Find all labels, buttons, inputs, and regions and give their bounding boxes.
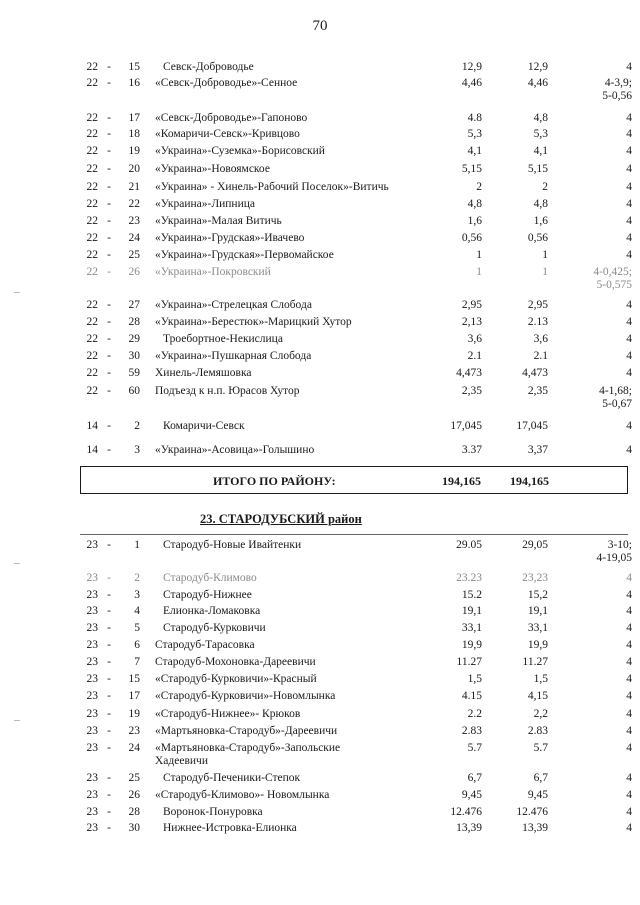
road-category: 4 bbox=[626, 145, 632, 157]
road-length: 23.23 bbox=[456, 572, 482, 584]
road-category: 4 bbox=[626, 163, 632, 175]
road-number: 3 bbox=[134, 444, 140, 456]
road-category: 4 bbox=[626, 639, 632, 651]
road-name: Стародуб-Новые Ивайтенки bbox=[163, 539, 302, 551]
region-code: 23 bbox=[86, 539, 98, 551]
road-name: «Украина»-Асовица»-Голышино bbox=[155, 444, 315, 456]
road-name: «Украина»-Суземка»-Борисовский bbox=[155, 145, 325, 157]
road-length-2: 6,7 bbox=[533, 772, 548, 784]
road-number: 23 bbox=[128, 215, 140, 227]
road-category: 4 bbox=[626, 333, 632, 345]
separator-dash: - bbox=[107, 163, 111, 175]
road-length-2: 13,39 bbox=[522, 822, 548, 834]
road-length-2: 5.7 bbox=[533, 742, 548, 754]
road-length: 15.2 bbox=[461, 589, 482, 601]
road-length-2: 5,3 bbox=[533, 128, 548, 140]
region-code: 22 bbox=[86, 145, 98, 157]
road-category: 4-1,68; 5-0,67 bbox=[599, 385, 632, 410]
separator-dash: - bbox=[107, 232, 111, 244]
road-length: 29.05 bbox=[456, 539, 482, 551]
road-number: 6 bbox=[134, 639, 140, 651]
road-category: 4 bbox=[626, 725, 632, 737]
margin-mark bbox=[14, 720, 20, 721]
separator-dash: - bbox=[107, 742, 111, 754]
road-length-2: 3,37 bbox=[527, 444, 548, 456]
road-name: Стародуб-Климово bbox=[163, 572, 257, 584]
separator-dash: - bbox=[107, 112, 111, 124]
road-number: 25 bbox=[128, 249, 140, 261]
region-code: 22 bbox=[86, 266, 98, 278]
total-length-value-2: 194,165 bbox=[510, 474, 549, 488]
region-code: 22 bbox=[86, 181, 98, 193]
road-length: 2 bbox=[476, 181, 482, 193]
separator-dash: - bbox=[107, 77, 111, 89]
road-length-2: 1,6 bbox=[533, 215, 548, 227]
road-length: 4,1 bbox=[467, 145, 482, 157]
road-length-2: 23,23 bbox=[522, 572, 548, 584]
road-name: «Мартьяновка-Стародуб»-Дареевичи bbox=[155, 725, 338, 737]
road-category: 4 bbox=[626, 316, 632, 328]
road-category: 4 bbox=[626, 215, 632, 227]
region-code: 23 bbox=[86, 725, 98, 737]
road-category: 4 bbox=[626, 605, 632, 617]
road-number: 30 bbox=[128, 350, 140, 362]
road-length: 2,35 bbox=[461, 385, 482, 397]
road-name: Севск-Доброводье bbox=[163, 61, 254, 73]
road-number: 59 bbox=[128, 367, 140, 379]
road-name: Подъезд к н.п. Юрасов Хутор bbox=[155, 385, 300, 397]
separator-dash: - bbox=[107, 605, 111, 617]
road-length-2: 2 bbox=[542, 181, 548, 193]
road-length-2: 2,35 bbox=[527, 385, 548, 397]
region-code: 22 bbox=[86, 77, 98, 89]
road-length-2: 9,45 bbox=[527, 789, 548, 801]
region-code: 22 bbox=[86, 299, 98, 311]
road-name: Стародуб-Курковичи bbox=[163, 622, 266, 634]
region-code: 23 bbox=[86, 622, 98, 634]
region-code: 23 bbox=[86, 742, 98, 754]
road-number: 21 bbox=[128, 181, 140, 193]
road-length: 1 bbox=[476, 249, 482, 261]
road-name: «Стародуб-Климово»- Новомлынка bbox=[155, 789, 330, 801]
district-total-box bbox=[80, 466, 628, 494]
separator-dash: - bbox=[107, 316, 111, 328]
road-name: Воронок-Понуровка bbox=[163, 806, 263, 818]
road-number: 17 bbox=[128, 690, 140, 702]
region-code: 22 bbox=[86, 367, 98, 379]
road-category: 4 bbox=[626, 789, 632, 801]
road-number: 30 bbox=[128, 822, 140, 834]
total-label: ИТОГО ПО РАЙОНУ: bbox=[213, 474, 336, 488]
road-name: «Украина»-Покровский bbox=[155, 266, 271, 278]
road-number: 5 bbox=[134, 622, 140, 634]
region-code: 22 bbox=[86, 350, 98, 362]
road-name: «Украина»-Берестюк»-Марицкий Хутор bbox=[155, 316, 352, 328]
road-name: «Украина»-Грудская»-Ивачево bbox=[155, 232, 305, 244]
road-category: 4 bbox=[626, 350, 632, 362]
road-length-2: 12.476 bbox=[516, 806, 548, 818]
region-code: 23 bbox=[86, 605, 98, 617]
separator-dash: - bbox=[107, 622, 111, 634]
road-name: «Украина»-Пушкарная Слобода bbox=[155, 350, 312, 362]
road-length: 19,9 bbox=[461, 639, 482, 651]
road-length-2: 4,15 bbox=[527, 690, 548, 702]
road-category: 4 bbox=[626, 673, 632, 685]
road-length: 1,5 bbox=[467, 673, 482, 685]
road-category: 4-0,425; 5-0,575 bbox=[593, 266, 632, 291]
region-code: 22 bbox=[86, 232, 98, 244]
road-length-2: 19,9 bbox=[527, 639, 548, 651]
road-length-2: 29,05 bbox=[522, 539, 548, 551]
region-code: 23 bbox=[86, 690, 98, 702]
road-name: «Украина»-Новоямское bbox=[155, 163, 270, 175]
road-number: 4 bbox=[134, 605, 140, 617]
separator-dash: - bbox=[107, 656, 111, 668]
road-number: 24 bbox=[128, 742, 140, 754]
road-name: Елионка-Ломаковка bbox=[163, 605, 261, 617]
road-name: Нижнее-Истровка-Елионка bbox=[163, 822, 297, 834]
road-category: 4 bbox=[626, 806, 632, 818]
road-length-2: 4,8 bbox=[533, 198, 548, 210]
road-number: 16 bbox=[128, 77, 140, 89]
separator-dash: - bbox=[107, 145, 111, 157]
road-category: 4 bbox=[626, 420, 632, 432]
road-number: 20 bbox=[128, 163, 140, 175]
road-number: 28 bbox=[128, 806, 140, 818]
road-number: 15 bbox=[128, 61, 140, 73]
road-length-2: 3,6 bbox=[533, 333, 548, 345]
road-length: 4,8 bbox=[467, 198, 482, 210]
road-name: «Стародуб-Нижнее»- Крюков bbox=[155, 708, 301, 720]
road-length: 4,46 bbox=[461, 77, 482, 89]
road-length-2: 0,56 bbox=[527, 232, 548, 244]
road-name: «Стародуб-Курковичи»-Новомлынка bbox=[155, 690, 336, 702]
road-category: 4 bbox=[626, 444, 632, 456]
separator-dash: - bbox=[107, 266, 111, 278]
road-length: 3,6 bbox=[467, 333, 482, 345]
region-code: 23 bbox=[86, 708, 98, 720]
separator-dash: - bbox=[107, 639, 111, 651]
region-code: 23 bbox=[86, 639, 98, 651]
road-category: 4 bbox=[626, 232, 632, 244]
road-length: 2.2 bbox=[467, 708, 482, 720]
road-number: 24 bbox=[128, 232, 140, 244]
region-code: 22 bbox=[86, 198, 98, 210]
road-length-2: 2.83 bbox=[527, 725, 548, 737]
region-code: 23 bbox=[86, 656, 98, 668]
separator-dash: - bbox=[107, 420, 111, 432]
road-length-2: 19,1 bbox=[527, 605, 548, 617]
road-number: 23 bbox=[128, 725, 140, 737]
road-length: 2,13 bbox=[461, 316, 482, 328]
road-number: 7 bbox=[134, 656, 140, 668]
road-length-2: 2.13 bbox=[527, 316, 548, 328]
road-category: 4 bbox=[626, 367, 632, 379]
road-name: Стародуб-Печеники-Степок bbox=[163, 772, 301, 784]
road-number: 15 bbox=[128, 673, 140, 685]
road-name: «Украина»-Липница bbox=[155, 198, 255, 210]
road-name: «Украина»-Стрелецкая Слобода bbox=[155, 299, 312, 311]
road-category: 4 bbox=[626, 742, 632, 754]
region-code: 22 bbox=[86, 249, 98, 261]
road-name: Комаричи-Севск bbox=[163, 420, 245, 432]
road-length: 0,56 bbox=[461, 232, 482, 244]
region-code: 22 bbox=[86, 333, 98, 345]
road-number: 18 bbox=[128, 128, 140, 140]
road-length: 9,45 bbox=[461, 789, 482, 801]
road-number: 19 bbox=[128, 708, 140, 720]
road-length: 11.27 bbox=[456, 656, 482, 668]
separator-dash: - bbox=[107, 333, 111, 345]
road-category: 4 bbox=[626, 589, 632, 601]
separator-dash: - bbox=[107, 806, 111, 818]
road-length-2: 2,95 bbox=[527, 299, 548, 311]
region-code: 22 bbox=[86, 61, 98, 73]
road-name: Троебортное-Некислица bbox=[163, 333, 283, 345]
region-code: 22 bbox=[86, 163, 98, 175]
road-length-2: 1 bbox=[542, 249, 548, 261]
road-length-2: 4,8 bbox=[533, 112, 548, 124]
road-length-2: 4,473 bbox=[522, 367, 548, 379]
road-name: «Севск-Доброводье»-Сенное bbox=[155, 77, 298, 89]
road-length: 6,7 bbox=[467, 772, 482, 784]
region-code: 22 bbox=[86, 316, 98, 328]
road-length: 4.15 bbox=[461, 690, 482, 702]
separator-dash: - bbox=[107, 772, 111, 784]
road-length-2: 15,2 bbox=[527, 589, 548, 601]
region-code: 22 bbox=[86, 215, 98, 227]
road-name: «Стародуб-Курковичи»-Красный bbox=[155, 673, 317, 685]
region-code: 23 bbox=[86, 673, 98, 685]
road-number: 19 bbox=[128, 145, 140, 157]
separator-dash: - bbox=[107, 572, 111, 584]
road-number: 60 bbox=[128, 385, 140, 397]
separator-dash: - bbox=[107, 249, 111, 261]
margin-mark bbox=[14, 292, 20, 293]
region-code: 23 bbox=[86, 806, 98, 818]
road-length: 5,15 bbox=[461, 163, 482, 175]
separator-dash: - bbox=[107, 299, 111, 311]
road-category: 4 bbox=[626, 198, 632, 210]
road-number: 3 bbox=[134, 589, 140, 601]
road-length-2: 2,2 bbox=[533, 708, 548, 720]
separator-dash: - bbox=[107, 725, 111, 737]
separator-dash: - bbox=[107, 367, 111, 379]
separator-dash: - bbox=[107, 673, 111, 685]
road-category: 4 bbox=[626, 656, 632, 668]
road-category: 4 bbox=[626, 622, 632, 634]
section-title: 23. СТАРОДУБСКИЙ район bbox=[200, 512, 362, 526]
road-length: 4.8 bbox=[467, 112, 482, 124]
region-code: 23 bbox=[86, 589, 98, 601]
road-length-2: 12,9 bbox=[527, 61, 548, 73]
road-name: Стародуб-Тарасовка bbox=[155, 639, 255, 651]
road-name: «Украина»-Малая Витичь bbox=[155, 215, 282, 227]
separator-dash: - bbox=[107, 198, 111, 210]
road-category: 4 bbox=[626, 708, 632, 720]
road-length: 17,045 bbox=[450, 420, 482, 432]
road-number: 25 bbox=[128, 772, 140, 784]
separator-dash: - bbox=[107, 690, 111, 702]
road-number: 1 bbox=[134, 539, 140, 551]
road-number: 2 bbox=[134, 420, 140, 432]
separator-dash: - bbox=[107, 385, 111, 397]
separator-dash: - bbox=[107, 215, 111, 227]
road-length: 5,3 bbox=[467, 128, 482, 140]
road-number: 2 bbox=[134, 572, 140, 584]
road-length: 12.476 bbox=[450, 806, 482, 818]
separator-dash: - bbox=[107, 128, 111, 140]
separator-dash: - bbox=[107, 181, 111, 193]
road-length: 19,1 bbox=[461, 605, 482, 617]
separator-dash: - bbox=[107, 444, 111, 456]
road-name: Хинель-Лемяшовка bbox=[155, 367, 252, 379]
road-category: 4 bbox=[626, 772, 632, 784]
road-category: 4 bbox=[626, 572, 632, 584]
region-code: 23 bbox=[86, 572, 98, 584]
road-length-2: 2.1 bbox=[533, 350, 548, 362]
road-name: Стародуб-Нижнее bbox=[163, 589, 252, 601]
region-code: 14 bbox=[86, 420, 98, 432]
region-code: 22 bbox=[86, 112, 98, 124]
region-code: 14 bbox=[86, 444, 98, 456]
road-name: «Украина» - Хинель-Рабочий Поселок»-Витичь bbox=[155, 181, 389, 193]
road-length: 1 bbox=[476, 266, 482, 278]
road-name: Стародуб-Мохоновка-Дареевичи bbox=[155, 656, 316, 668]
road-length: 1,6 bbox=[467, 215, 482, 227]
region-code: 23 bbox=[86, 822, 98, 834]
section-divider bbox=[80, 534, 628, 535]
road-category: 4 bbox=[626, 249, 632, 261]
road-category: 4 bbox=[626, 181, 632, 193]
separator-dash: - bbox=[107, 350, 111, 362]
road-name: «Украина»-Грудская»-Первомайское bbox=[155, 249, 334, 261]
road-category: 4 bbox=[626, 690, 632, 702]
road-length-2: 5,15 bbox=[527, 163, 548, 175]
road-category: 3-10; 4-19,05 bbox=[596, 539, 632, 564]
region-code: 23 bbox=[86, 789, 98, 801]
road-number: 29 bbox=[128, 333, 140, 345]
road-length-2: 4,46 bbox=[527, 77, 548, 89]
page-number: 70 bbox=[312, 18, 328, 34]
road-length: 5.7 bbox=[467, 742, 482, 754]
separator-dash: - bbox=[107, 589, 111, 601]
road-category: 4 bbox=[626, 822, 632, 834]
road-length-2: 4,1 bbox=[533, 145, 548, 157]
road-length-2: 1,5 bbox=[533, 673, 548, 685]
road-length: 13,39 bbox=[456, 822, 482, 834]
region-code: 23 bbox=[86, 772, 98, 784]
separator-dash: - bbox=[107, 822, 111, 834]
total-length-value: 194,165 bbox=[442, 474, 481, 488]
road-number: 17 bbox=[128, 112, 140, 124]
separator-dash: - bbox=[107, 539, 111, 551]
separator-dash: - bbox=[107, 708, 111, 720]
road-number: 22 bbox=[128, 198, 140, 210]
road-length: 33,1 bbox=[461, 622, 482, 634]
separator-dash: - bbox=[107, 789, 111, 801]
road-length-2: 1 bbox=[542, 266, 548, 278]
road-length: 2.1 bbox=[467, 350, 482, 362]
region-code: 22 bbox=[86, 385, 98, 397]
road-length: 3.37 bbox=[461, 444, 482, 456]
road-length: 2,95 bbox=[461, 299, 482, 311]
road-length: 4,473 bbox=[456, 367, 482, 379]
margin-mark bbox=[14, 563, 20, 564]
road-length: 2.83 bbox=[461, 725, 482, 737]
road-name: «Мартьяновка-Стародуб»-Запольские Хадеевичи bbox=[155, 742, 341, 767]
road-number: 28 bbox=[128, 316, 140, 328]
road-length: 12,9 bbox=[461, 61, 482, 73]
road-category: 4-3,9; 5-0,56 bbox=[602, 77, 632, 102]
region-code: 22 bbox=[86, 128, 98, 140]
road-length-2: 33,1 bbox=[527, 622, 548, 634]
road-name: «Севск-Доброводье»-Гапоново bbox=[155, 112, 308, 124]
road-length-2: 11.27 bbox=[522, 656, 548, 668]
road-category: 4 bbox=[626, 128, 632, 140]
separator-dash: - bbox=[107, 61, 111, 73]
road-number: 26 bbox=[128, 789, 140, 801]
road-length-2: 17,045 bbox=[516, 420, 548, 432]
road-category: 4 bbox=[626, 112, 632, 124]
road-name: «Комаричи-Севск»-Кривцово bbox=[155, 128, 300, 140]
road-number: 26 bbox=[128, 266, 140, 278]
road-number: 27 bbox=[128, 299, 140, 311]
road-category: 4 bbox=[626, 299, 632, 311]
road-category: 4 bbox=[626, 61, 632, 73]
